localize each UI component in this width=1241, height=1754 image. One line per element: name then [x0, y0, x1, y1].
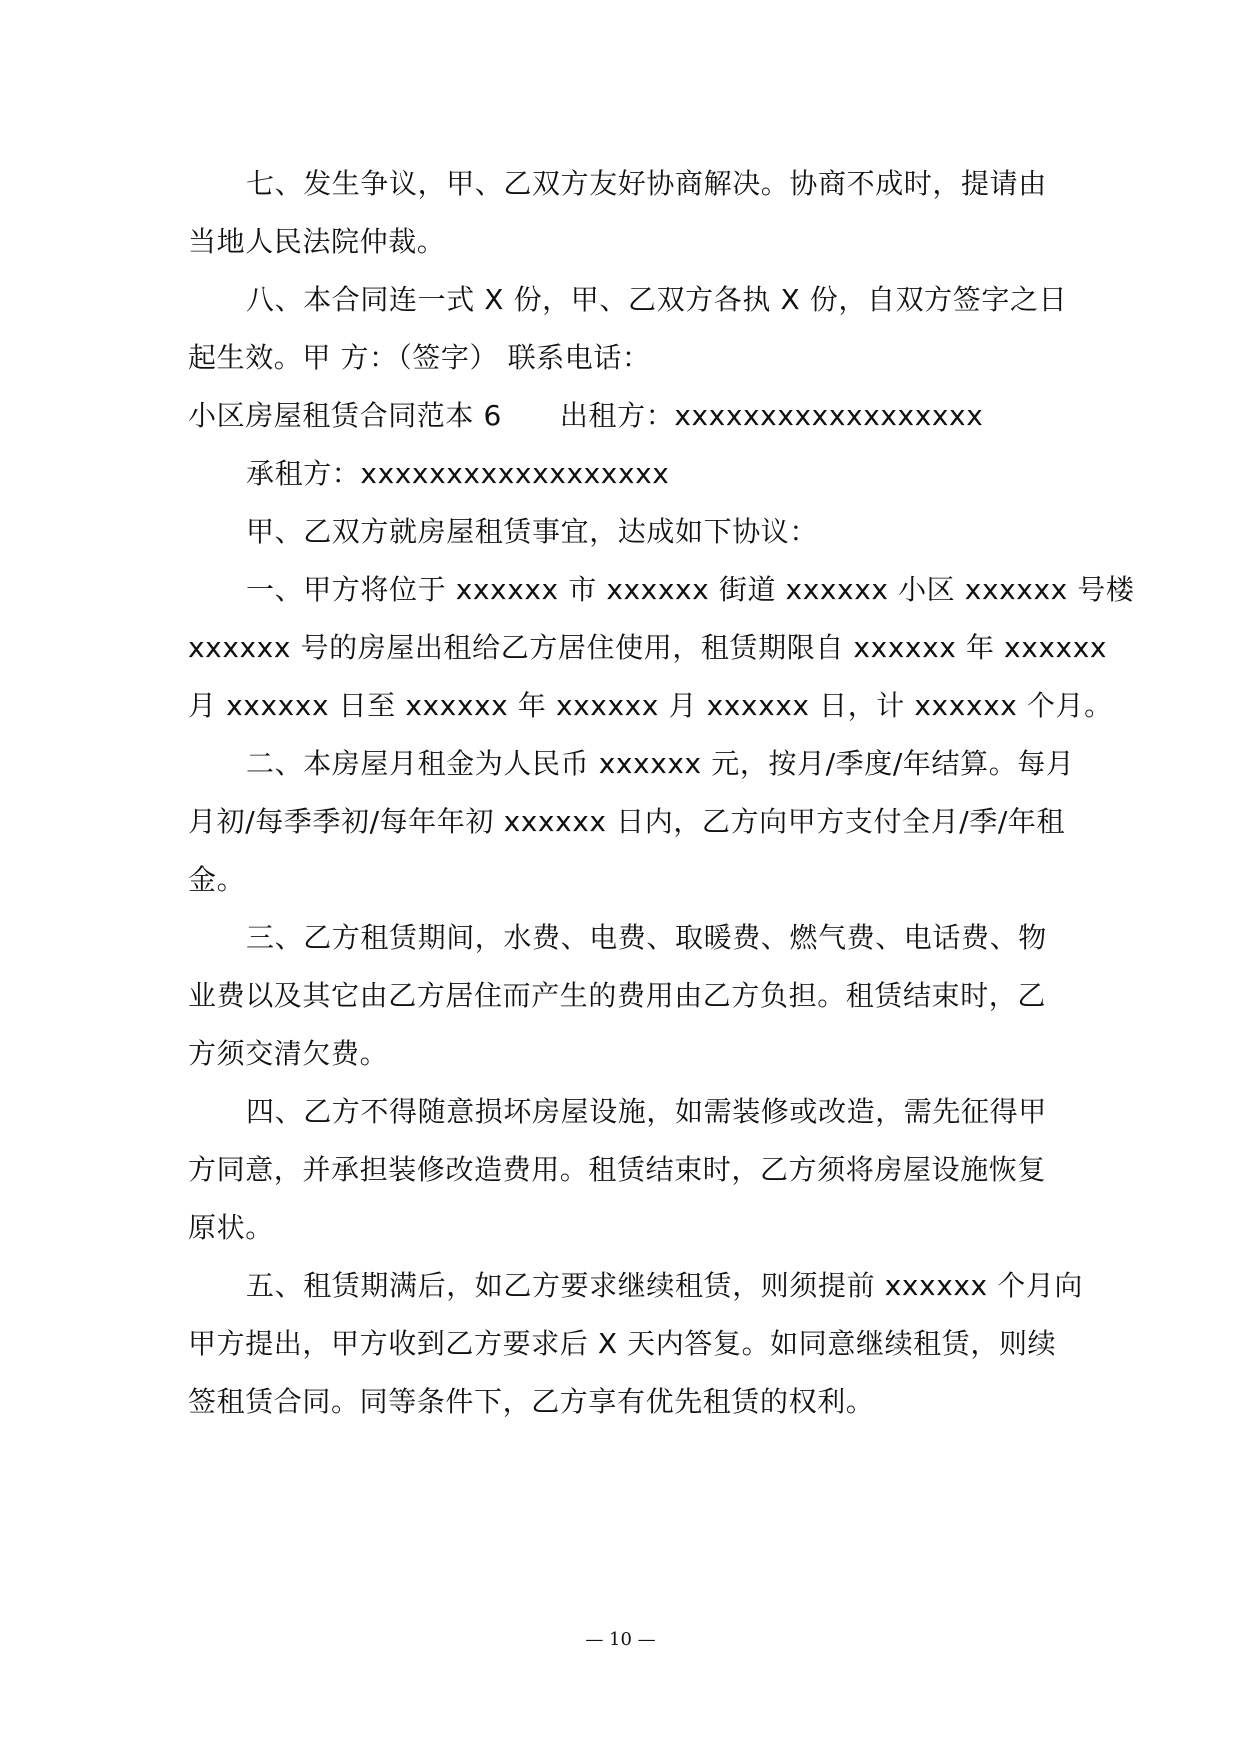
text-line: 甲、乙双方就房屋租赁事宜，达成如下协议：: [246, 515, 819, 548]
text-line: 月初/每季季初/每年年初 xxxxxx 日内，乙方向甲方支付全月/季/年租: [188, 805, 1066, 838]
text-line: 五、租赁期满后，如乙方要求继续租赁，则须提前 xxxxxx 个月向: [246, 1269, 1084, 1302]
text-line: 八、本合同连一式 X 份，甲、乙双方各执 X 份，自双方签字之日: [246, 283, 1068, 316]
page-number: — 10 —: [585, 1629, 656, 1650]
text-line: 业费以及其它由乙方居住而产生的费用由乙方负担。租赁结束时，乙: [188, 979, 1047, 1012]
text-line: 二、本房屋月租金为人民币 xxxxxx 元，按月/季度/年结算。每月: [246, 747, 1075, 780]
lessor-line: 出租方：xxxxxxxxxxxxxxxxxx: [559, 399, 984, 432]
text-line: 方须交清欠费。: [188, 1037, 389, 1070]
text-line: 起生效。甲 方：（签字） 联系电话：: [188, 341, 651, 374]
text-line: 原状。: [188, 1211, 274, 1244]
text-line: 甲方提出，甲方收到乙方要求后 X 天内答复。如同意继续租赁，则续: [188, 1327, 1057, 1360]
text-line: 月 xxxxxx 日至 xxxxxx 年 xxxxxx 月 xxxxxx 日，计 xxxxxx 个月。: [188, 689, 1113, 722]
text-line: 签租赁合同。同等条件下，乙方享有优先租赁的权利。: [188, 1385, 875, 1418]
text-line: 方同意，并承担装修改造费用。租赁结束时，乙方须将房屋设施恢复: [188, 1153, 1047, 1186]
text-line: 七、发生争议，甲、乙双方友好协商解决。协商不成时，提请由: [246, 167, 1047, 200]
lessee-line: 承租方：xxxxxxxxxxxxxxxxxx: [246, 457, 670, 490]
text-line: xxxxxx 号的房屋出租给乙方居住使用，租赁期限自 xxxxxx 年 xxxxxx: [188, 631, 1108, 664]
text-line: 三、乙方租赁期间，水费、电费、取暖费、燃气费、电话费、物: [246, 921, 1047, 954]
section-title: 小区房屋租赁合同范本 6: [188, 399, 502, 432]
text-line: 金。: [188, 863, 246, 896]
heading-line: [188, 396, 1058, 436]
text-line: 四、乙方不得随意损坏房屋设施，如需装修或改造，需先征得甲: [246, 1095, 1047, 1128]
text-line: 一、甲方将位于 xxxxxx 市 xxxxxx 街道 xxxxxx 小区 xxxxxx 号楼: [246, 573, 1135, 606]
text-line: 当地人民法院仲裁。: [188, 225, 446, 258]
